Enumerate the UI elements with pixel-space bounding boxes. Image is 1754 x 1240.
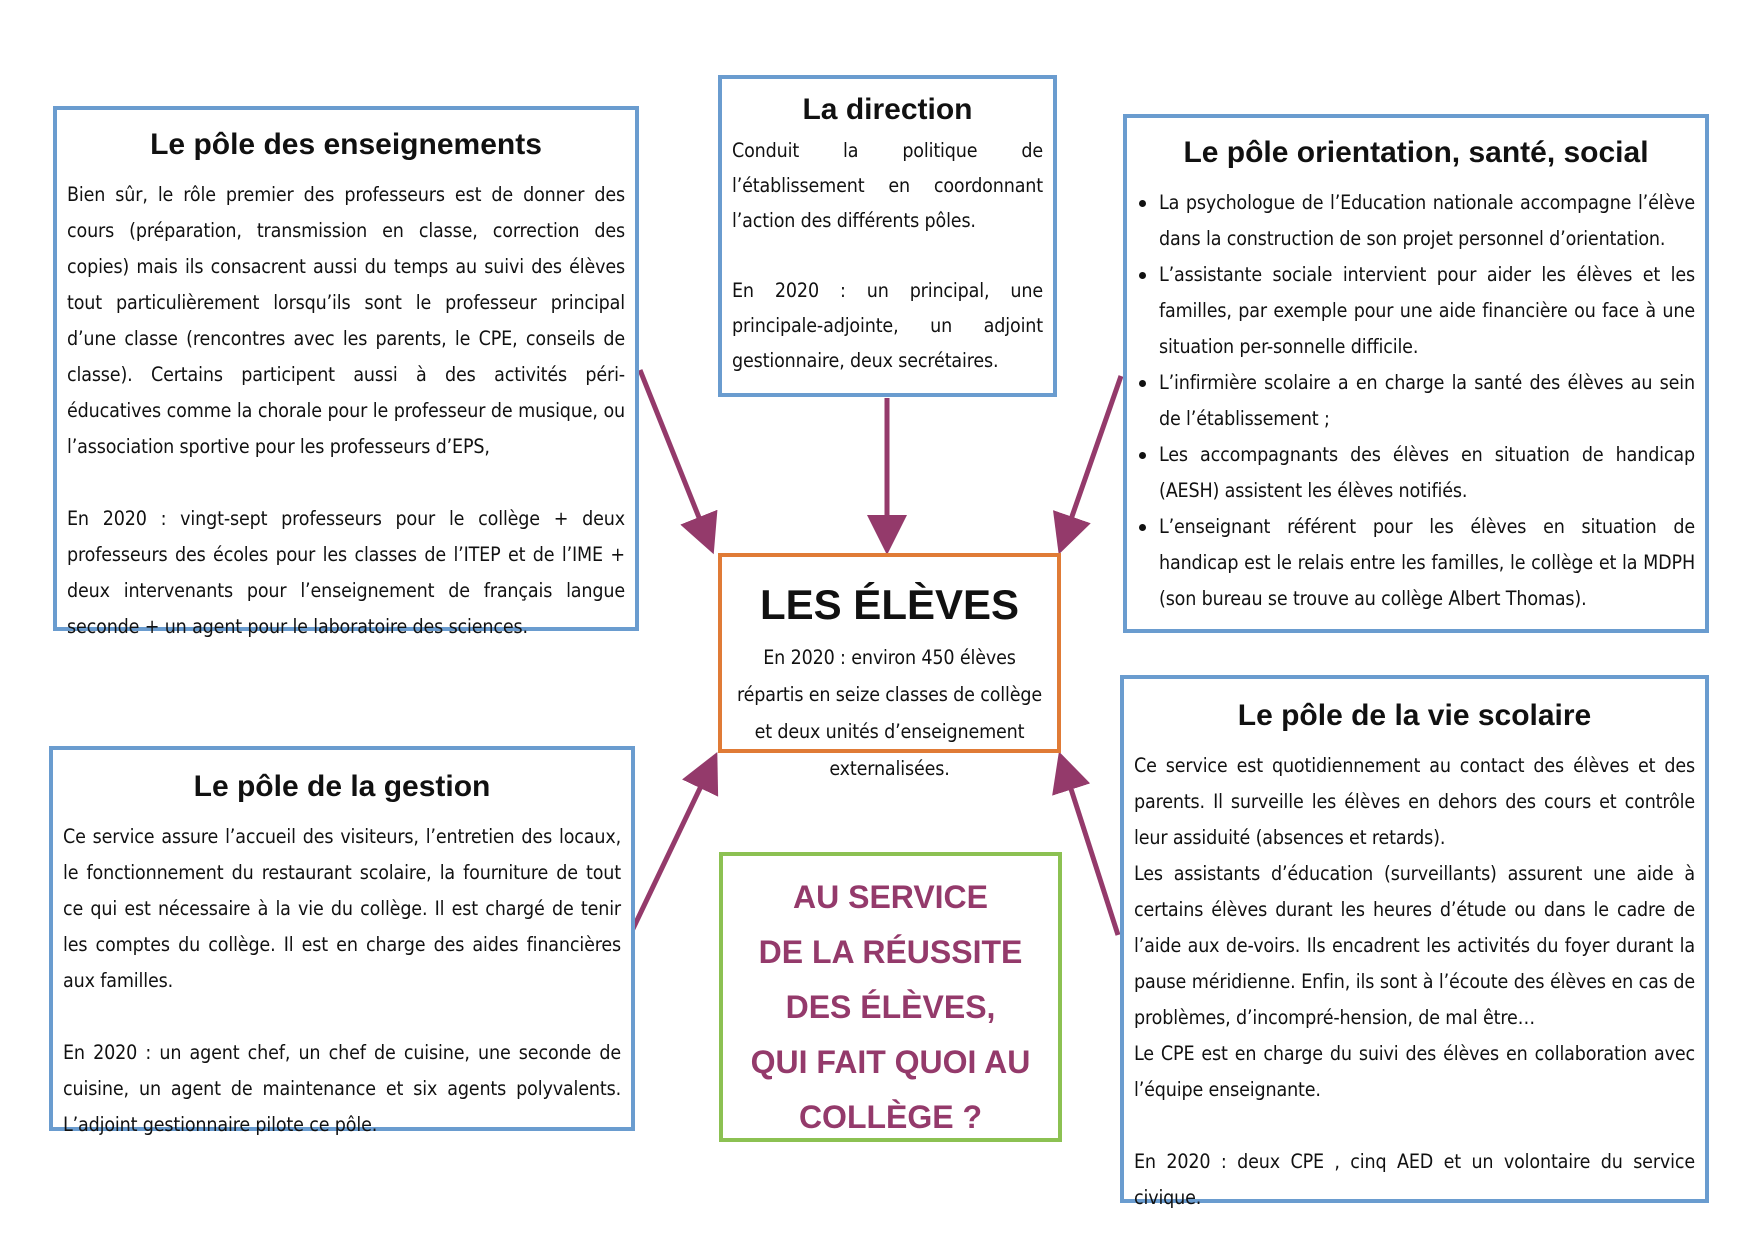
orientation-list: [1137, 185, 1695, 617]
box-gestion: [49, 746, 635, 1136]
enseignements-title: Le pôle des enseignements: [150, 128, 542, 161]
arrow-vie-scolaire-to-eleves: [1062, 761, 1118, 935]
arrow-orientation-to-eleves: [1062, 376, 1121, 545]
vie-scolaire-paragraph-3: Le CPE est en charge du suivi des élèves en collaboration avec l’équipe enseignante.: [1134, 1042, 1695, 1101]
box-service-reussite: [719, 852, 1062, 1142]
box-vie-scolaire: [1120, 675, 1709, 1209]
arrow-enseignements-to-eleves: [640, 370, 710, 545]
orientation-item: L’infirmière scolaire a en charge la santé des élèves au sein de l’établissement ;: [1159, 365, 1695, 437]
service-line: DE LA RÉUSSITE: [758, 934, 1023, 970]
eleves-text: En 2020 : environ 450 élèves répartis en seize classes de collège et deux unités d’enseignement externalisées.: [736, 646, 1043, 780]
vie-scolaire-paragraph-2: Les assistants d’éducation (surveillants) assurent une aide à certains élèves durant les heures d’étude ou dans le cadre de l’aide aux de-voirs. Ils encadrent les activités du foyer durant la pause méridienne. Enfin, ils sont à l’écoute des élèves en cas de problèmes, d’incompré-hension, de mal être…: [1134, 862, 1695, 1029]
orientation-title: Le pôle orientation, santé, social: [1183, 136, 1649, 169]
service-line: QUI FAIT QUOI AU: [750, 1044, 1031, 1080]
box-eleves: [718, 553, 1061, 780]
direction-paragraph-2: En 2020 : un principal, une principale-adjointe, un adjoint gestionnaire, deux secrétaires.: [732, 279, 1043, 372]
direction-title: La direction: [802, 93, 973, 126]
orientation-item: L’enseignant référent pour les élèves en situation de handicap est le relais entre les familles, le collège et la MDPH (son bureau se trouve au collège Albert Thomas).: [1159, 509, 1695, 617]
enseignements-paragraph-1: Bien sûr, le rôle premier des professeurs est de donner des cours (préparation, transmission en classe, correction des copies) mais ils consacrent aussi du temps au suivi des élèves tout particulièrement lorsqu’ils sont le professeur principal d’une classe (rencontres avec les parents, le CPE, conseils de classe). Certains participent aussi à des activités péri-éducatives comme la chorale pour le professeur de musique, ou l’association sportive pour les professeurs d’EPS,: [67, 183, 625, 458]
orientation-item: L’assistante sociale intervient pour aider les élèves et les familles, par exemple pour une aide financière ou face à une situation per-sonnelle difficile.: [1159, 257, 1695, 365]
gestion-paragraph-2: En 2020 : un agent chef, un chef de cuisine, une seconde de cuisine, un agent de maintenance et six agents polyvalents. L’adjoint gestionnaire pilote ce pôle.: [63, 1041, 621, 1136]
vie-scolaire-paragraph-1: Ce service est quotidiennement au contact des élèves et des parents. Il surveille les élèves en dehors des cours et contrôle leur assiduité (absences et retards).: [1134, 754, 1695, 849]
service-line: AU SERVICE: [792, 879, 988, 915]
service-line: COLLÈGE ?: [798, 1099, 983, 1135]
vie-scolaire-paragraph-4: En 2020 : deux CPE , cinq AED et un volontaire du service civique.: [1134, 1150, 1695, 1209]
gestion-title: Le pôle de la gestion: [193, 770, 491, 803]
orientation-item: La psychologue de l’Education nationale accompagne l’élève dans la construction de son projet personnel d’orientation.: [1159, 185, 1695, 257]
box-enseignements: [53, 106, 639, 638]
box-direction: [718, 75, 1057, 397]
enseignements-paragraph-2: En 2020 : vingt-sept professeurs pour le collège + deux professeurs des écoles pour les classes de l’ITEP et de l’IME + deux intervenants pour l’enseignement de français langue seconde + un agent pour le laboratoire des sciences.: [67, 507, 625, 638]
box-orientation: [1123, 114, 1709, 633]
gestion-paragraph-1: Ce service assure l’accueil des visiteurs, l’entretien des locaux, le fonctionnement du restaurant scolaire, la fourniture de tout ce qui est nécessaire à la vie du collège. Il est chargé de tenir les comptes du collège. Il est en charge des aides financières aux familles.: [63, 825, 621, 992]
eleves-title: LES ÉLÈVES: [759, 581, 1020, 628]
orientation-item: Les accompagnants des élèves en situation de handicap (AESH) assistent les élèves notifiés.: [1159, 437, 1695, 509]
vie-scolaire-title: Le pôle de la vie scolaire: [1237, 699, 1592, 732]
arrow-gestion-to-eleves: [630, 761, 713, 935]
service-line: DES ÉLÈVES,: [785, 989, 996, 1025]
direction-paragraph-1: Conduit la politique de l’établissement en coordonnant l’action des différents pôles.: [732, 139, 1043, 232]
